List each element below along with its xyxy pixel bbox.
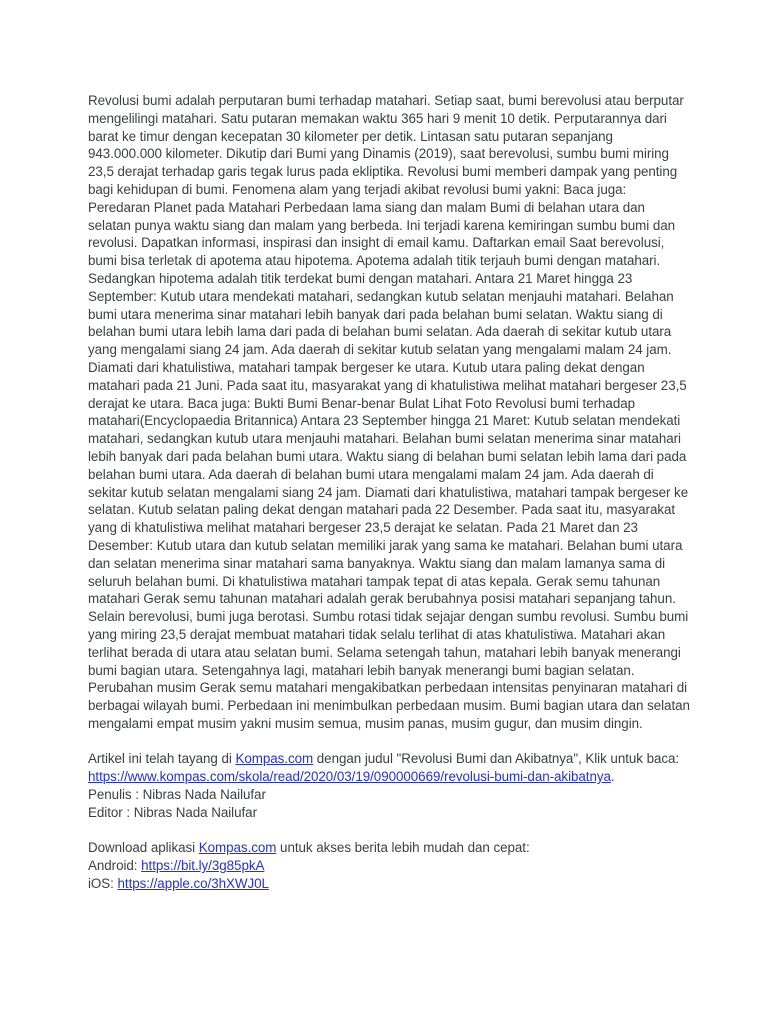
download-block [88, 839, 690, 892]
android-link[interactable]: https://bit.ly/3g85pkA [141, 858, 265, 874]
article-body-text: Revolusi bumi adalah perputaran bumi terhadap matahari. Setiap saat, bumi berevolusi atau berputar mengelilingi matahari. Satu putaran memakan waktu 365 hari 9 menit 10 detik. Perputarannya dari barat ke timur dengan kecepatan 30 kilometer per detik. Lintasan satu putaran sepanjang 943.000.000 kilometer. Dikutip dari Bumi yang Dinamis (2019), saat berevolusi, sumbu bumi miring 23,5 derajat terhadap garis tegak lurus pada ekliptika. Revolusi bumi memberi dampak yang penting bagi kehidupan di bumi. Fenomena alam yang terjadi akibat revolusi bumi yakni: Baca juga: Peredaran Planet pada Matahari Perbedaan lama siang dan malam Bumi di belahan utara dan selatan punya waktu siang dan malam yang berbeda. Ini terjadi karena kemiringan sumbu bumi dan revolusi. Dapatkan informasi, inspirasi dan insight di email kamu. Daftarkan email Saat berevolusi, bumi bisa terletak di apotema atau hipotema. Apotema adalah titik terjauh bumi dengan matahari. Sedangkan hipotema adalah titik terdekat bumi dengan matahari. Antara 21 Maret hingga 23 September: Kutub utara mendekati matahari, sedangkan kutub selatan menjauhi matahari. Belahan bumi utara menerima sinar matahari lebih banyak dari pada belahan bumi selatan. Waktu siang di belahan bumi utara lebih lama dari pada di belahan bumi selatan. Ada daerah di sekitar kutub utara yang mengalami siang 24 jam. Ada daerah di sekitar kutub selatan yang mengalami malam 24 jam. Diamati dari khatulistiwa, matahari tampak bergeser ke utara. Kutub utara paling dekat dengan matahari pada 21 Juni. Pada saat itu, masyarakat yang di khatulistiwa melihat matahari bergeser 23,5 derajat ke utara. Baca juga: Bukti Bumi Benar-benar Bulat Lihat Foto Revolusi bumi terhadap matahari(Encyclopaedia Britannica) Antara 23 September hingga 21 Maret: Kutub selatan mendekati matahari, sedangkan kutub utara menjauhi matahari. Belahan bumi selatan menerima sinar matahari lebih banyak dari pada belahan bumi utara. Waktu siang di belahan bumi selatan lebih lama dari pada belahan bumi utara. Ada daerah di belahan bumi utara mengalami malam 24 jam. Ada daerah di sekitar kutub selatan mengalami siang 24 jam. Diamati dari khatulistiwa, matahari tampak bergeser ke selatan. Kutub selatan paling dekat dengan matahari pada 22 Desember. Pada saat itu, masyarakat yang di khatulistiwa melihat matahari bergeser 23,5 derajat ke selatan. Pada 21 Maret dan 23 Desember: Kutub utara dan kutub selatan memiliki jarak yang sama ke matahari. Belahan bumi utara dan selatan menerima sinar matahari sama banyaknya. Waktu siang dan malam lamanya sama di seluruh belahan bumi. Di khatulistiwa matahari tampak tepat di atas kepala. Gerak semu tahunan matahari Gerak semu tahunan matahari adalah gerak berubahnya posisi matahari sepanjang tahun. Selain berevolusi, bumi juga berotasi. Sumbu rotasi tidak sejajar dengan sumbu revolusi. Sumbu bumi yang miring 23,5 derajat membuat matahari tidak selalu terlihat di atas khatulistiwa. Matahari akan terlihat berada di utara atau selatan bumi. Selama setengah tahun, matahari lebih banyak menerangi bumi bagian utara. Setengahnya lagi, matahari lebih banyak menerangi bumi bagian selatan. Perubahan musim Gerak semu matahari mengakibatkan perbedaan intensitas penyinaran matahari di berbagai wilayah bumi. Perbedaan ini menimbulkan perbedaan musim. Bumi bagian utara dan selatan mengalami empat musim yakni musim semua, musim panas, musim gugur, dan musim dingin. [88, 93, 690, 731]
article-url-link[interactable]: https://www.kompas.com/skola/read/2020/03/19/090000669/revolusi-bumi-dan-akibatnya [88, 769, 611, 785]
kompas-download-link[interactable]: Kompas.com [198, 840, 277, 856]
author-line: Penulis : Nibras Nada Nailufar [88, 787, 266, 803]
download-prefix: Download aplikasi [88, 840, 199, 856]
article-body-paragraph [88, 92, 690, 733]
attribution-prefix: Artikel ini telah tayang di [88, 751, 236, 767]
ios-label: iOS: [88, 876, 118, 892]
download-suffix: untuk akses berita lebih mudah dan cepat: [276, 840, 530, 856]
article-content [88, 92, 690, 893]
attribution-middle: dengan judul "Revolusi Bumi dan Akibatnya", Klik untuk baca: [313, 751, 680, 767]
attribution-block [88, 750, 690, 821]
attribution-suffix: . [610, 769, 615, 785]
android-label: Android: [88, 858, 142, 874]
editor-line: Editor : Nibras Nada Nailufar [88, 804, 257, 820]
ios-link[interactable]: https://apple.co/3hXWJ0L [117, 876, 269, 892]
kompas-source-link[interactable]: Kompas.com [235, 751, 314, 767]
